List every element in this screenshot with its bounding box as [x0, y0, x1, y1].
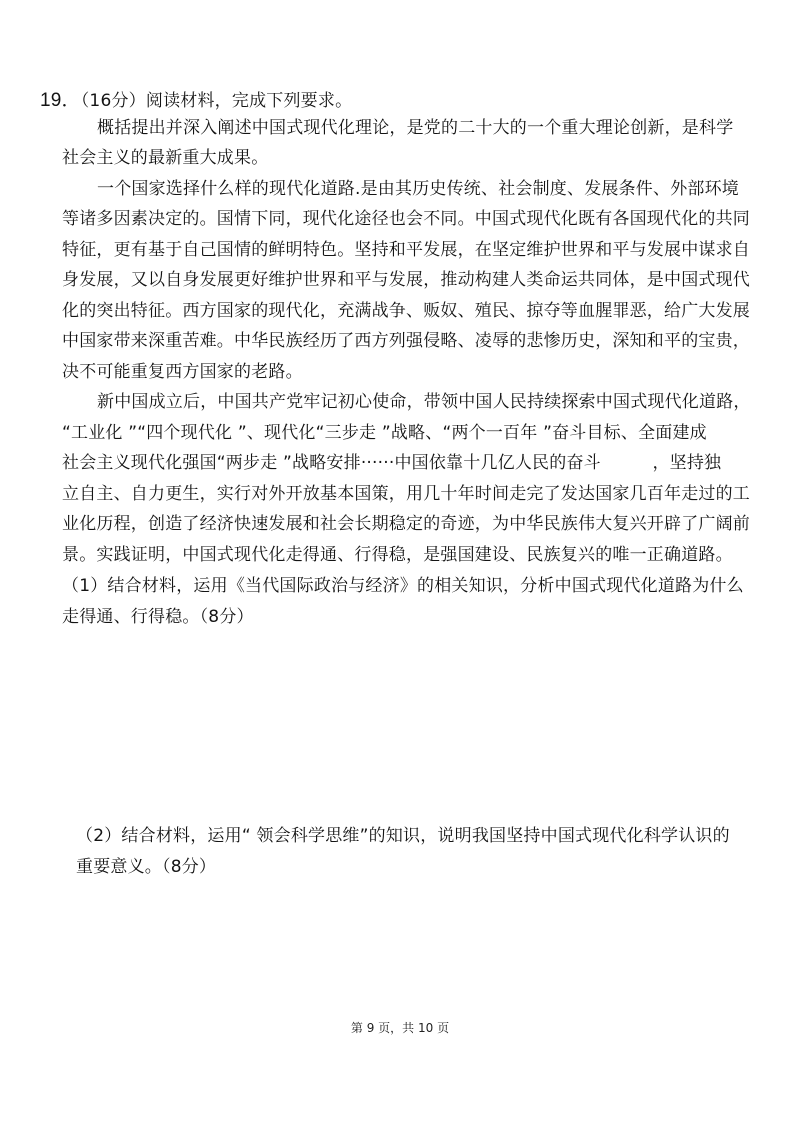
- para2-line6: 中国家带来深重苦难。中华民族经历了西方列强侵略、凌辱的悲惨历史，深知和平的宝贵，: [62, 331, 750, 351]
- para2-line3: 特征，更有基于自己国情的鲜明特色。坚持和平发展，在坚定维护世界和平与发展中谋求自: [62, 240, 750, 260]
- subquestion-2-line2: 重要意义。（8分）: [76, 857, 217, 877]
- para3-line2: “工业化 ”“四个现代化 ”、现代化“三步走 ”战略、“两个一百年 ”奋斗目标、全面建成: [62, 423, 707, 443]
- para3-line4: 立自主、自力更生，实行对外开放基本国策，用几十年时间走完了发达国家几百年走过的工: [62, 484, 750, 504]
- para3-line3: 社会主义现代化强国“两步走 ”战略安排······中国依靠十几亿人民的奋斗 ，坚持独: [62, 453, 722, 473]
- question-number: 19．: [40, 90, 81, 111]
- para1-line2: 社会主义的最新重大成果。: [62, 148, 269, 168]
- subquestion-1-line1: （1）结合材料，运用《当代国际政治与经济》的相关知识，分析中国式现代化道路为什么: [62, 576, 744, 596]
- para2-line1: 一个国家选择什么样的现代化道路.是由其历史传统、社会制度、发展条件、外部环境: [97, 179, 740, 199]
- subquestion-2-line1: （2）结合材料，运用“ 领会科学思维”的知识，说明我国坚持中国式现代化科学认识的: [76, 826, 730, 846]
- para2-line7: 决不可能重复西方国家的老路。: [62, 362, 303, 382]
- question-header: [40, 89, 352, 113]
- subquestion-1-line2: 走得通、行得稳。（8分）: [62, 607, 254, 627]
- para2-line5: 化的突出特征。西方国家的现代化，充满战争、贩奴、殖民、掠夺等血腥罪恶，给广大发展: [62, 301, 750, 321]
- para3-line5: 业化历程，创造了经济快速发展和社会长期稳定的奇迹，为中华民族伟大复兴开辟了广阔前: [62, 514, 750, 534]
- para1-line1: 概括提出并深入阐述中国式现代化理论，是党的二十大的一个重大理论创新，是科学: [97, 118, 734, 138]
- page-footer: 第 9 页，共 10 页: [350, 1021, 450, 1035]
- para3-line6: 景。实践证明，中国式现代化走得通、行得稳，是强国建设、民族复兴的唯一正确道路。: [62, 545, 733, 565]
- para2-line4: 身发展，又以自身发展更好维护世界和平与发展，推动构建人类命运共同体，是中国式现代: [62, 270, 750, 290]
- para2-line2: 等诸多因素决定的。国情下同，现代化途径也会不同。中国式现代化既有各国现代化的共同: [62, 209, 750, 229]
- para3-line1: 新中国成立后，中国共产党牢记初心使命，带领中国人民持续探索中国式现代化道路，: [97, 392, 751, 412]
- question-title: （16分）阅读材料，完成下列要求。: [80, 91, 353, 111]
